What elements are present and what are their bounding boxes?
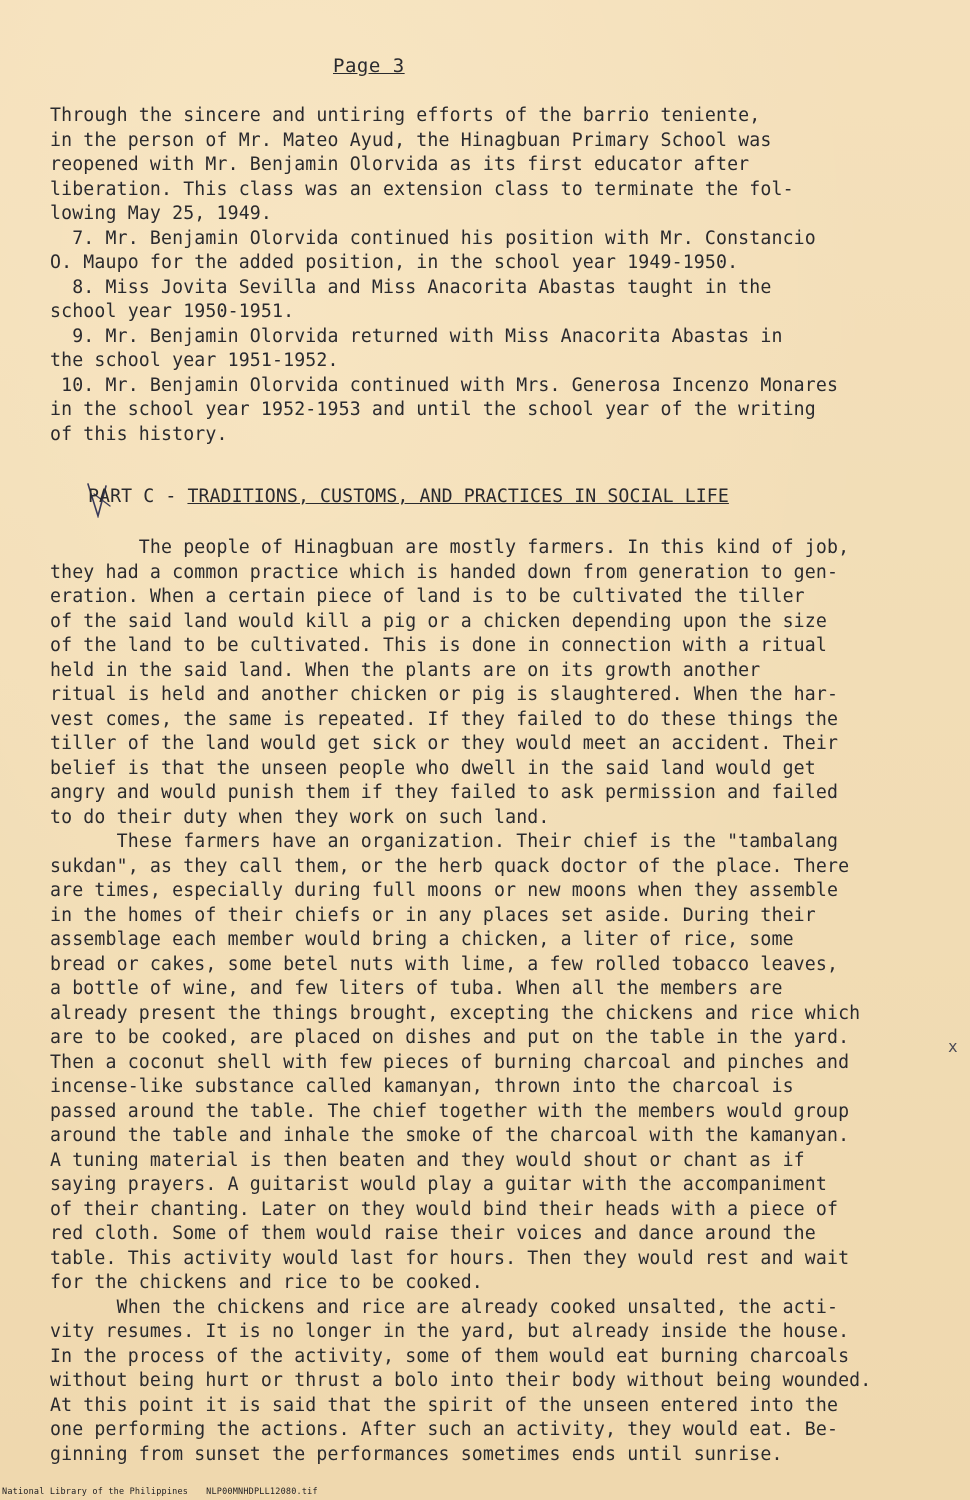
text-line: a bottle of wine, and few liters of tuba. When all the members are (50, 978, 783, 999)
text-line: incense-like substance called kamanyan, thrown into the charcoal is (50, 1076, 794, 1097)
text-line: liberation. This class was an extension class to terminate the fol- (50, 178, 794, 200)
text-line: At this point it is said that the spirit of the unseen entered into the (50, 1394, 839, 1416)
text-line: table. This activity would last for hours. Then they would rest and wait (50, 1247, 850, 1269)
scan-footer (2, 1487, 336, 1497)
text-line: in the person of Mr. Mateo Ayud, the Hinagbuan Primary School was (50, 129, 772, 151)
margin-mark: x (948, 1037, 958, 1056)
text-line: of this history. (50, 423, 228, 445)
text-line: of the land to be cultivated. This is done in connection with a ritual (50, 635, 827, 656)
text-line: O. Maupo for the added position, in the school year 1949-1950. (50, 252, 739, 273)
text-line: are times, especially during full moons or new moons when they assemble (50, 880, 839, 901)
text-line: 7. Mr. Benjamin Olorvida continued his position with Mr. Constancio (50, 227, 816, 249)
text-line: vity resumes. It is no longer in the yard, but already inside the house. (50, 1321, 850, 1342)
text-line: already present the things brought, excepting the chickens and rice which (50, 1002, 861, 1024)
text-line: of the said land would kill a pig or a chicken depending upon the size (50, 610, 827, 632)
text-line: ritual is held and another chicken or pig is slaughtered. When the har- (50, 684, 839, 705)
text-line: for the chickens and rice to be cooked. (50, 1272, 483, 1293)
text-line: sukdan", as they call them, or the herb quack doctor of the place. There (50, 855, 850, 877)
text-line: eration. When a certain piece of land is to be cultivated the tiller (50, 586, 805, 607)
footer-file-id: NLP00MNHDPLL12080.tif (206, 1487, 318, 1497)
text-line: These farmers have an organization. Their chief is the "tambalang (50, 831, 839, 852)
text-line: lowing May 25, 1949. (50, 203, 272, 224)
text-line: reopened with Mr. Benjamin Olorvida as its first educator after (50, 154, 750, 175)
text-line: 9. Mr. Benjamin Olorvida returned with Miss Anacorita Abastas in (50, 325, 783, 347)
text-line: in the homes of their chiefs or in any places set aside. During their (50, 904, 816, 926)
text-line: belief is that the unseen people who dwell in the said land would get (50, 757, 816, 779)
traditions-customs-section (50, 536, 945, 1467)
text-line: school year 1950-1951. (50, 301, 295, 322)
text-line: In the process of the activity, some of them would eat burning charcoals (50, 1345, 850, 1367)
text-line: When the chickens and rice are already cooked unsalted, the acti- (50, 1296, 839, 1318)
part-c-heading (88, 486, 729, 507)
text-line: saying prayers. A guitarist would play a guitar with the accompaniment (50, 1174, 827, 1195)
text-line: red cloth. Some of them would raise their voices and dance around the (50, 1223, 816, 1244)
text-line: held in the said land. When the plants are on its growth another (50, 659, 761, 681)
part-c-label: PART C - (88, 486, 188, 507)
text-line: passed around the table. The chief together with the members would group (50, 1100, 850, 1122)
footer-institution: National Library of the Philippines (2, 1487, 189, 1497)
school-history-section (50, 104, 945, 447)
text-line: Then a coconut shell with few pieces of burning charcoal and pinches and (50, 1051, 850, 1073)
text-line: vest comes, the same is repeated. If they failed to do these things the (50, 708, 839, 730)
text-line: bread or cakes, some betel nuts with lime, a few rolled tobacco leaves, (50, 953, 839, 975)
text-line: 10. Mr. Benjamin Olorvida continued with Mrs. Generosa Incenzo Monares (50, 374, 839, 396)
text-line: they had a common practice which is handed down from generation to gen- (50, 561, 839, 583)
text-line: of their chanting. Later on they would bind their heads with a piece of (50, 1198, 839, 1220)
text-line: The people of Hinagbuan are mostly farmers. In this kind of job, (50, 537, 850, 558)
text-line: 8. Miss Jovita Sevilla and Miss Anacorita Abastas taught in the (50, 276, 772, 298)
text-line: around the table and inhale the smoke of the charcoal with the kamanyan. (50, 1125, 850, 1146)
text-line: are to be cooked, are placed on dishes and put on the table in the yard. (50, 1027, 850, 1048)
text-line: A tuning material is then beaten and they would shout or chant as if (50, 1149, 805, 1171)
text-line: in the school year 1952-1953 and until the school year of the writing (50, 399, 816, 420)
page-number: Page 3 (333, 55, 405, 77)
text-line: Through the sincere and untiring efforts of the barrio teniente, (50, 105, 761, 126)
text-line: assemblage each member would bring a chicken, a liter of rice, some (50, 929, 794, 950)
text-line: the school year 1951-1952. (50, 350, 339, 371)
text-line: tiller of the land would get sick or they would meet an accident. Their (50, 733, 839, 754)
text-line: without being hurt or thrust a bolo into their body without being wounded. (50, 1370, 872, 1391)
text-line: to do their duty when they work on such land. (50, 806, 550, 828)
text-line: ginning from sunset the performances sometimes ends until sunrise. (50, 1443, 783, 1465)
part-c-title: TRADITIONS, CUSTOMS, AND PRACTICES IN SOCIAL LIFE (187, 486, 729, 507)
text-line: one performing the actions. After such an activity, they would eat. Be- (50, 1419, 839, 1440)
text-line: angry and would punish them if they failed to ask permission and failed (50, 782, 839, 803)
